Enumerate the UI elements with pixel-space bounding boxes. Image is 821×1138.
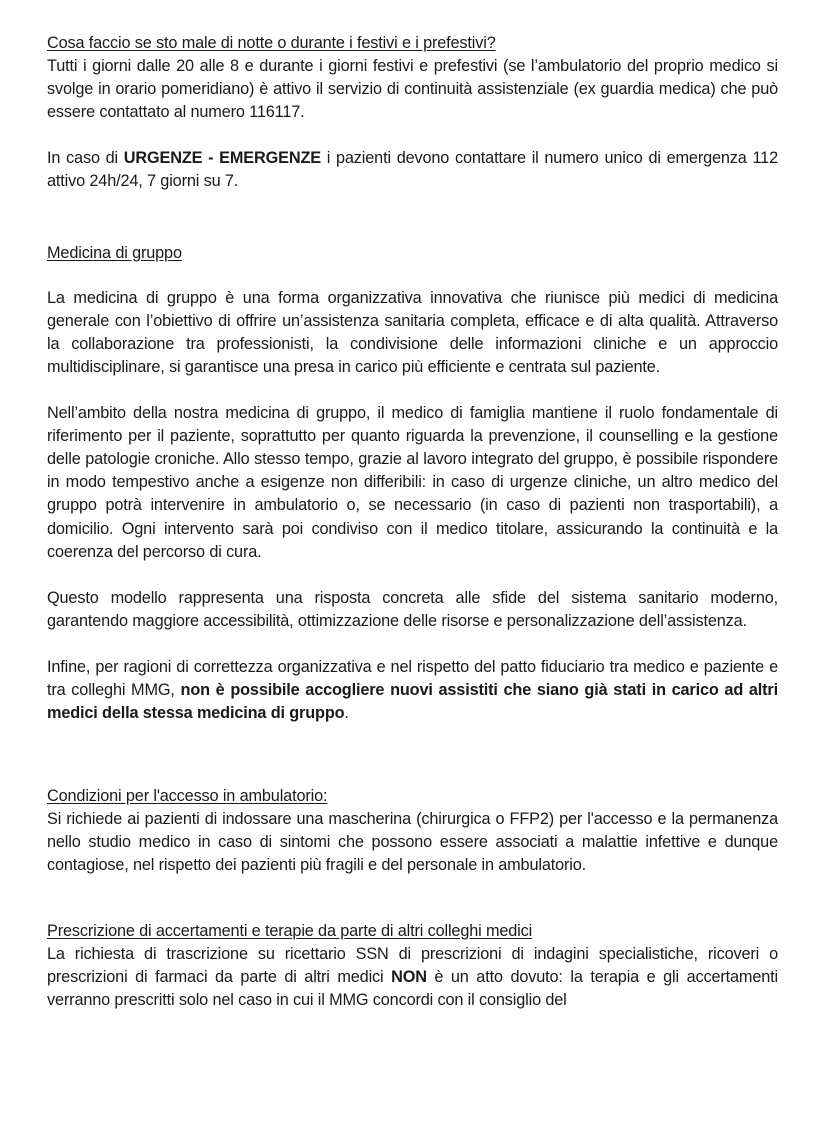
section-heading: Medicina di gruppo: [47, 243, 182, 262]
section-prescriptions: [47, 920, 778, 1012]
section-group-medicine: [47, 242, 778, 726]
paragraph-emergency: [47, 147, 778, 193]
non-bold-text: NON: [391, 967, 427, 986]
paragraph-model: Questo modello rappresenta una risposta concreta alle sfide del sistema sanitario moderno, garantendo maggiore accessibilità, ottimizzazione delle risorse e personalizzazione dell’assistenza.: [47, 588, 778, 630]
section-heading: Prescrizione di accertamenti e terapie da parte di altri colleghi medici: [47, 921, 533, 940]
text-run: .: [344, 704, 349, 723]
paragraph-group-intro: La medicina di gruppo è una forma organizzativa innovativa che riunisce più medici di medicina generale con l’obiettivo di offrire un’assistenza sanitaria completa, efficace e di alta qualità. Attraverso la collaborazione tra professionisti, la condivisione delle informazioni cliniche e un approccio multidisciplinare, si garantisce una presa in carico più efficiente e centrata sul paziente.: [47, 288, 778, 376]
text-run: In caso di: [47, 149, 124, 168]
paragraph-mask-requirement: Si richiede ai pazienti di indossare una mascherina (chirurgica o FFP2) per l'accesso e la permanenza nello studio medico in caso di sintomi che possono essere associati a malattie infettive e dunque contagiose, nel rispetto dei pazienti più fragili e del personale in ambulatorio.: [47, 810, 778, 875]
section-night-holidays: [47, 32, 778, 194]
new-patients-bold-text: non è possibile accogliere nuovi assistiti che siano già stati in carico ad altri medici della stessa medicina di gruppo: [47, 680, 778, 723]
paragraph-family-doctor-role: Nell’ambito della nostra medicina di gruppo, il medico di famiglia mantiene il ruolo fondamentale di riferimento per il paziente, soprattutto per quanto riguarda la prevenzione, il counselling e la gestione delle patologie croniche. Allo stesso tempo, grazie al lavoro integrato del gruppo, è possibile rispondere in modo tempestivo anche a esigenze non differibili: in caso di urgenze cliniche, un altro medico del gruppo potrà intervenire in ambulatorio o, se necessario (in caso di pazienti non trasportabili), a domicilio. Ogni intervento sarà poi condiviso con il medico titolare, assicurando la continuità e la coerenza del percorso di cura.: [47, 404, 778, 561]
text-run: è un atto dovuto: la terapia e gli accertamenti verranno prescritti solo nel caso in cui il MMG concordi con il consiglio del: [47, 967, 778, 1009]
text-run: La richiesta di trascrizione su ricettario SSN di prescrizioni di indagini specialistiche, ricoveri o prescrizioni di farmaci da parte di altri medici: [47, 944, 778, 986]
section-heading: Cosa faccio se sto male di notte o durante i festivi e i prefestivi?: [47, 34, 496, 52]
text-run: Infine, per ragioni di correttezza organizzativa e nel rispetto del patto fiduciario tra medico e paziente e tra colleghi MMG,: [47, 657, 778, 699]
document-page: [47, 32, 778, 1012]
text-run: i pazienti devono contattare il numero unico di emergenza 112 attivo 24h/24, 7 giorni su 7.: [47, 149, 778, 191]
paragraph-continuity-service: Tutti i giorni dalle 20 alle 8 e durante i giorni festivi e prefestivi (se l’ambulatorio del proprio medico si svolge in orario pomeridiano) è attivo il servizio di continuità assistenziale (ex guardia medica) che può essere contattato al numero 116117.: [47, 57, 778, 122]
paragraph-prescription-transcription: [47, 943, 778, 1012]
section-heading: Condizioni per l'accesso in ambulatorio:: [47, 787, 328, 806]
paragraph-new-patients: [47, 656, 778, 725]
emergency-bold-text: URGENZE - EMERGENZE: [123, 149, 321, 168]
section-access-conditions: [47, 785, 778, 877]
